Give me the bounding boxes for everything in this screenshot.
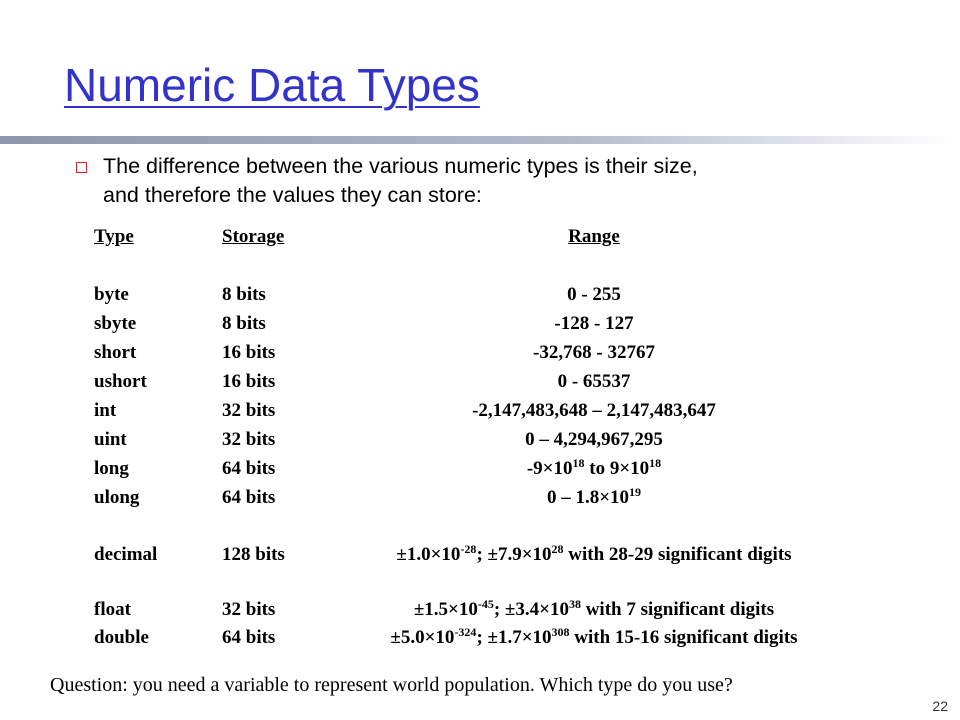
range-exponent: -28 xyxy=(460,542,477,556)
storage-cell: 8 bits xyxy=(222,284,266,305)
range-cell: 0 - 255 xyxy=(567,284,621,305)
type-cell: decimal xyxy=(94,544,158,565)
range-exponent: -45 xyxy=(477,597,494,611)
range-exponent: 38 xyxy=(568,597,581,611)
header-storage: Storage xyxy=(222,226,285,247)
range-text: ±1.0×10 xyxy=(396,544,461,565)
page-number: 22 xyxy=(932,698,948,714)
type-cell: sbyte xyxy=(94,313,137,334)
storage-cell: 16 bits xyxy=(222,371,276,392)
range-text: ; ±1.7×10 xyxy=(476,627,552,648)
range-text: 0 – 1.8×10 xyxy=(546,487,630,508)
range-cell xyxy=(294,485,894,511)
range-exponent: 308 xyxy=(551,625,570,639)
title-divider xyxy=(0,136,960,144)
type-cell: double xyxy=(94,627,149,648)
range-text: with 15-16 significant digits xyxy=(569,627,798,648)
type-cell: short xyxy=(94,342,137,363)
range-cell: -32,768 - 32767 xyxy=(533,342,655,363)
slide-title: Numeric Data Types xyxy=(64,59,480,111)
range-text: ±1.5×10 xyxy=(413,599,478,620)
question-text: Question: you need a variable to represent world population. Which type do you use? xyxy=(50,674,733,696)
range-cell xyxy=(294,597,894,623)
storage-cell: 64 bits xyxy=(222,458,276,479)
range-text: with 7 significant digits xyxy=(580,599,775,620)
storage-cell: 32 bits xyxy=(222,400,276,421)
range-text: ; ±3.4×10 xyxy=(493,599,569,620)
range-text: ; ±7.9×10 xyxy=(476,544,552,565)
storage-cell: 16 bits xyxy=(222,342,276,363)
storage-cell: 64 bits xyxy=(222,627,276,648)
range-text: with 28-29 significant digits xyxy=(563,544,792,565)
range-text: to 9×10 xyxy=(584,458,650,479)
header-type: Type xyxy=(94,226,134,247)
type-cell: float xyxy=(94,599,131,620)
range-exponent: -324 xyxy=(454,625,477,639)
storage-cell: 128 bits xyxy=(222,544,285,565)
range-cell: -2,147,483,648 – 2,147,483,647 xyxy=(472,400,716,421)
storage-cell: 8 bits xyxy=(222,313,266,334)
range-exponent: 28 xyxy=(551,542,564,556)
header-range: Range xyxy=(568,226,620,247)
range-exponent: 18 xyxy=(572,456,585,470)
intro-line-2: and therefore the values they can store: xyxy=(103,183,482,207)
header-range-cell xyxy=(294,224,894,250)
range-cell xyxy=(294,542,894,568)
type-cell: ushort xyxy=(94,371,147,392)
range-cell xyxy=(294,456,894,482)
type-cell: ulong xyxy=(94,487,140,508)
storage-cell: 32 bits xyxy=(222,599,276,620)
range-cell: -128 - 127 xyxy=(554,313,634,334)
range-exponent: 18 xyxy=(649,456,662,470)
type-cell: byte xyxy=(94,284,129,305)
storage-cell: 64 bits xyxy=(222,487,276,508)
type-cell: int xyxy=(94,400,117,421)
range-exponent: 19 xyxy=(629,485,642,499)
range-text: ±5.0×10 xyxy=(390,627,455,648)
range-cell: 0 - 65537 xyxy=(557,371,631,392)
range-cell xyxy=(294,625,894,651)
type-cell: uint xyxy=(94,429,127,450)
storage-cell: 32 bits xyxy=(222,429,276,450)
range-text: -9×10 xyxy=(526,458,573,479)
intro-text xyxy=(103,152,903,210)
range-cell: 0 – 4,294,967,295 xyxy=(525,429,663,450)
hollow-square-bullet-icon xyxy=(76,162,87,173)
type-cell: long xyxy=(94,458,129,479)
intro-line-1: The difference between the various numeric types is their size, xyxy=(103,154,698,178)
